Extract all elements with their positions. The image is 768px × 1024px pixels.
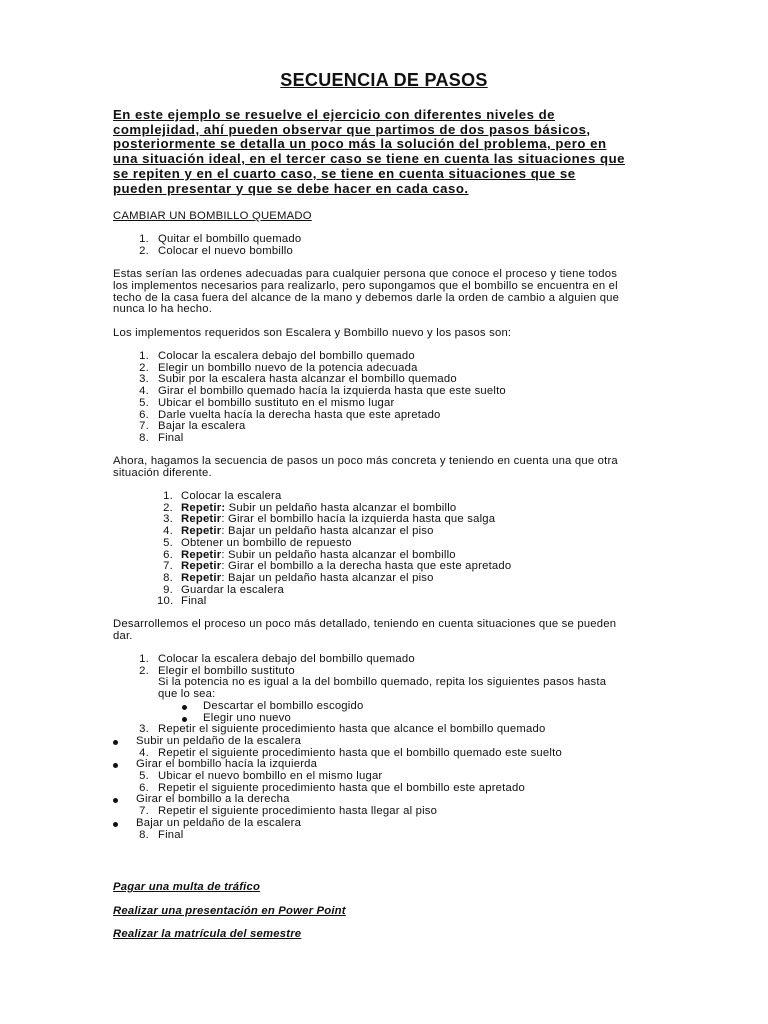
intro-line: posteriormente se detalla un poco más la solución del problema, pero en <box>113 136 607 152</box>
intro-line: En este ejemplo se resuelve el ejercicio con diferentes niveles de <box>113 107 556 122</box>
steps-list-4 <box>0 654 768 841</box>
intro-line: pueden presentar y que se debe hacer en cada caso. <box>113 180 469 196</box>
steps-list-3 <box>157 491 511 608</box>
link-pagar-multa[interactable]: Pagar una multa de tráfico <box>113 881 261 893</box>
list-item: 1. Colocar la escalera debajo del bombillo quemado <box>139 653 415 665</box>
bullet-icon <box>182 717 187 722</box>
intro-line: una situación ideal, en el tercer caso se tiene en cuenta las situaciones que <box>113 151 625 167</box>
list-item: 4. Repetir el siguiente procedimiento hasta que el bombillo quemado este suelto <box>139 746 562 759</box>
list-item: 5. Ubicar el bombillo sustituto en el mismo lugar <box>139 396 395 409</box>
list-item: 6. Darle vuelta hacía la derecha hasta que este apretado <box>139 408 441 421</box>
list-item: 3. Subir por la escalera hasta alcanzar el bombillo quemado <box>139 373 457 386</box>
list-item: 6. Repetir el siguiente procedimiento hasta que el bombillo este apretado <box>139 781 525 794</box>
basic-steps-list <box>133 234 301 257</box>
list-item: 4. Girar el bombillo quemado hacía la izquierda hasta que este suelto <box>139 385 506 398</box>
list-item: 8. Repetir: Bajar un peldaño hasta alcanzar el piso <box>163 571 434 584</box>
step-note: Si la potencia no es igual a la del bombillo quemado, repita los siguientes pasos hasta <box>158 676 607 689</box>
section-heading: CAMBIAR UN BOMBILLO QUEMADO <box>113 210 312 222</box>
page-title: SECUENCIA DE PASOS <box>280 70 488 90</box>
list-item: 5. Ubicar el nuevo bombillo en el mismo lugar <box>139 770 383 783</box>
list-item: 10. Final <box>157 595 207 608</box>
list-item: 1. Quitar el bombillo quemado <box>139 233 302 245</box>
bullet-item: Subir un peldaño de la escalera <box>0 736 768 748</box>
list-item: 8. Final <box>139 828 184 841</box>
intro-line: complejidad, ahí pueden observar que partimos de dos pasos básicos, <box>113 121 591 137</box>
list-item: 2. Elegir un bombillo nuevo de la potencia adecuada <box>139 361 418 374</box>
paragraph: Ahora, hagamos la secuencia de pasos un poco más concreta y teniendo en cuenta una que otra situación diferente. <box>113 455 618 479</box>
steps-list-2 <box>133 351 506 445</box>
list-item: 7. Bajar la escalera <box>139 420 246 433</box>
step-note: que lo sea: <box>158 688 216 701</box>
link-presentacion-power-point[interactable]: Realizar una presentación en Power Point <box>113 905 346 917</box>
sub-bullet-item: Elegir uno nuevo <box>0 713 768 725</box>
bullet-item: Girar el bombillo a la derecha <box>0 794 768 806</box>
intro-paragraph <box>113 108 655 196</box>
list-item: 3. Repetir el siguiente procedimiento hasta que alcance el bombillo quemado <box>139 723 546 736</box>
list-item: 1. Colocar la escalera <box>163 490 282 502</box>
list-item: 4. Repetir: Bajar un peldaño hasta alcanzar el piso <box>163 525 434 538</box>
list-item: 7. Repetir: Girar el bombillo a la derecha hasta que este apretado <box>163 560 512 573</box>
bullet-item: Girar el bombillo hacía la izquierda <box>0 759 768 771</box>
intro-line: se repiten y en el cuarto caso, se tiene en cuenta situaciones que se <box>113 165 576 181</box>
list-item: 9. Guardar la escalera <box>163 583 285 596</box>
list-item: 5. Obtener un bombillo de repuesto <box>163 536 352 549</box>
list-item: 2. Colocar el nuevo bombillo <box>139 244 293 257</box>
bullet-icon <box>182 705 187 710</box>
list-item: 2. Elegir el bombillo sustituto <box>139 664 295 677</box>
list-item: 3. Repetir: Girar el bombillo hacía la izquierda hasta que salga <box>163 513 496 526</box>
list-item: 1. Colocar la escalera debajo del bombillo quemado <box>139 350 415 362</box>
list-item: 2. Repetir: Subir un peldaño hasta alcanzar el bombillo <box>163 501 457 514</box>
link-matricula-semestre[interactable]: Realizar la matrícula del semestre <box>113 928 302 940</box>
paragraph: Los implementos requeridos son Escalera y Bombillo nuevo y los pasos son: <box>113 327 512 339</box>
paragraph: Desarrollemos el proceso un poco más detallado, teniendo en cuenta situaciones que se pueden dar. <box>113 618 617 642</box>
bullet-icon <box>113 740 118 745</box>
bullet-icon <box>113 798 118 803</box>
list-item: 6. Repetir: Subir un peldaño hasta alcanzar el bombillo <box>163 548 456 561</box>
bullet-icon <box>113 763 118 768</box>
bullet-item: Bajar un peldaño de la escalera <box>0 818 768 830</box>
list-item: 7. Repetir el siguiente procedimiento hasta llegar al piso <box>139 805 438 818</box>
bullet-icon <box>113 822 118 827</box>
paragraph: Estas serían las ordenes adecuadas para cualquier persona que conoce el proceso y tiene todos los implementos necesarios para realizarlo, pero supongamos que el bombillo se encuentra en el techo de la casa fuera del alcance de la mano y debemos darle la orden de cambio a alguien que nunca lo ha hecho. <box>113 268 620 316</box>
sub-bullet-item: Descartar el bombillo escogido <box>0 701 768 713</box>
list-item: 8. Final <box>139 431 184 444</box>
